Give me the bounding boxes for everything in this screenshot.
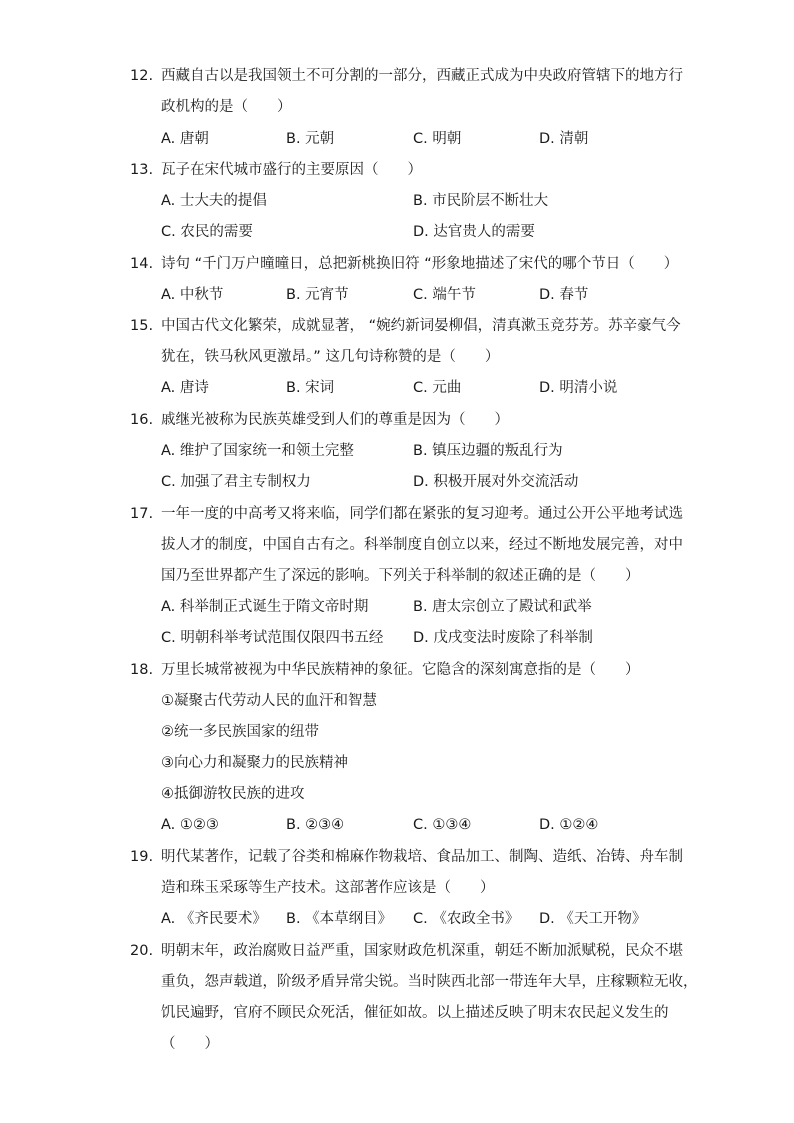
question-12-text-line-2: 政机构的是（ ） [161, 99, 292, 115]
question-18-item-2: ②统一多民族国家的纽带 [161, 724, 319, 740]
question-17-option-d: D. 戊戌变法时废除了科举制 [413, 630, 593, 646]
question-12-option-b: B. 元朝 [286, 131, 335, 147]
question-18-option-b: B. ②③④ [286, 817, 345, 833]
question-14-text-line-1: 诗句 “千门万户曈曈日，总把新桃换旧符 “形象地描述了宋代的哪个节日（ ） [161, 256, 679, 272]
question-19-number: 19. [130, 849, 154, 865]
question-17-option-b: B. 唐太宗创立了殿试和武举 [413, 599, 592, 615]
question-16-option-d: D. 积极开展对外交流活动 [413, 474, 579, 490]
question-19-option-c: C. 《农政全书》 [413, 911, 520, 927]
question-13-option-c: C. 农民的需要 [161, 224, 253, 240]
question-18-option-d: D. ①②④ [539, 817, 599, 833]
question-19-text-line-1: 明代某著作，记载了谷类和棉麻作物栽培、食品加工、制陶、造纸、冶铸、舟车制 [161, 849, 683, 865]
question-15-option-d: D. 明清小说 [539, 380, 618, 396]
question-16-option-b: B. 镇压边疆的叛乱行为 [413, 443, 563, 459]
question-18-option-c: C. ①③④ [413, 817, 472, 833]
question-18-option-a: A. ①②③ [161, 817, 219, 833]
question-13-option-b: B. 市民阶层不断壮大 [413, 193, 549, 209]
question-17-option-a: A. 科举制正式诞生于隋文帝时期 [161, 599, 369, 615]
question-13-option-d: D. 达官贵人的需要 [413, 224, 535, 240]
question-15-option-a: A. 唐诗 [161, 380, 209, 396]
question-19-option-a: A. 《齐民要术》 [161, 911, 267, 927]
question-14-option-a: A. 中秋节 [161, 287, 224, 303]
question-19-text-line-2: 造和珠玉采琢等生产技术。这部著作应该是（ ） [161, 880, 495, 896]
question-15-option-b: B. 宋词 [286, 380, 335, 396]
question-15-text-line-1: 中国古代文化繁荣，成就显著， “婉约新词晏柳倡，清真漱玉竞芬芳。苏辛豪气今 [161, 318, 681, 334]
question-17-option-c: C. 明朝科举考试范围仅限四书五经 [161, 630, 384, 646]
question-18-text-line-1: 万里长城常被视为中华民族精神的象征。它隐含的深刻寓意指的是（ ） [161, 662, 640, 678]
question-17-text-line-1: 一年一度的中高考又将来临，同学们都在紧张的复习迎考。通过公开公平地考试选 [161, 506, 683, 522]
question-20-text-line-2: 重负，怨声载道，阶级矛盾异常尖锐。当时陕西北部一带连年大旱，庄稼颗粒无收， [161, 974, 698, 990]
question-16-option-a: A. 维护了国家统一和领土完整 [161, 443, 354, 459]
question-13-option-a: A. 士大夫的提倡 [161, 193, 267, 209]
question-20-number: 20. [130, 943, 154, 959]
question-12-option-d: D. 清朝 [539, 131, 589, 147]
question-15-number: 15. [130, 318, 154, 334]
question-17-number: 17. [130, 506, 154, 522]
question-16-option-c: C. 加强了君主专制权力 [161, 474, 311, 490]
question-14-option-c: C. 端午节 [413, 287, 476, 303]
question-12-number: 12. [130, 68, 154, 84]
question-13-number: 13. [130, 162, 154, 178]
question-16-text-line-1: 戚继光被称为民族英雄受到人们的尊重是因为（ ） [161, 412, 509, 428]
question-14-option-d: D. 春节 [539, 287, 589, 303]
question-14-option-b: B. 元宵节 [286, 287, 349, 303]
question-12-text-line-1: 西藏自古以是我国领土不可分割的一部分，西藏正式成为中央政府管辖下的地方行 [161, 68, 683, 84]
question-18-item-3: ③向心力和凝聚力的民族精神 [161, 755, 348, 771]
question-19-option-d: D. 《天工开物》 [539, 911, 647, 927]
question-13-text-line-1: 瓦子在宋代城市盛行的主要原因（ ） [161, 162, 422, 178]
question-18-item-1: ①凝聚古代劳动人民的血汗和智慧 [161, 693, 377, 709]
question-15-text-line-2: 犹在，铁马秋风更激昂。” 这几句诗称赞的是（ ） [161, 349, 500, 365]
question-20-text-line-3: 饥民遍野，官府不顾民众死活，催征如故。以上描述反映了明末农民起义发生的 [161, 1005, 669, 1021]
question-12-option-c: C. 明朝 [413, 131, 462, 147]
question-20-text-line-1: 明朝末年，政治腐败日益严重，国家财政危机深重，朝廷不断加派赋税，民众不堪 [161, 943, 683, 959]
question-12-option-a: A. 唐朝 [161, 131, 209, 147]
question-18-number: 18. [130, 662, 154, 678]
question-16-number: 16. [130, 412, 154, 428]
question-18-item-4: ④抵御游牧民族的进攻 [161, 786, 305, 802]
question-14-number: 14. [130, 256, 154, 272]
question-20-text-line-4: （ ） [161, 1036, 219, 1052]
question-17-text-line-3: 国乃至世界都产生了深远的影响。下列关于科举制的叙述正确的是（ ） [161, 568, 640, 584]
question-17-text-line-2: 拔人才的制度，中国自古有之。科举制度自创立以来，经过不断地发展完善，对中 [161, 537, 683, 553]
question-15-option-c: C. 元曲 [413, 380, 462, 396]
question-19-option-b: B. 《本草纲目》 [286, 911, 393, 927]
